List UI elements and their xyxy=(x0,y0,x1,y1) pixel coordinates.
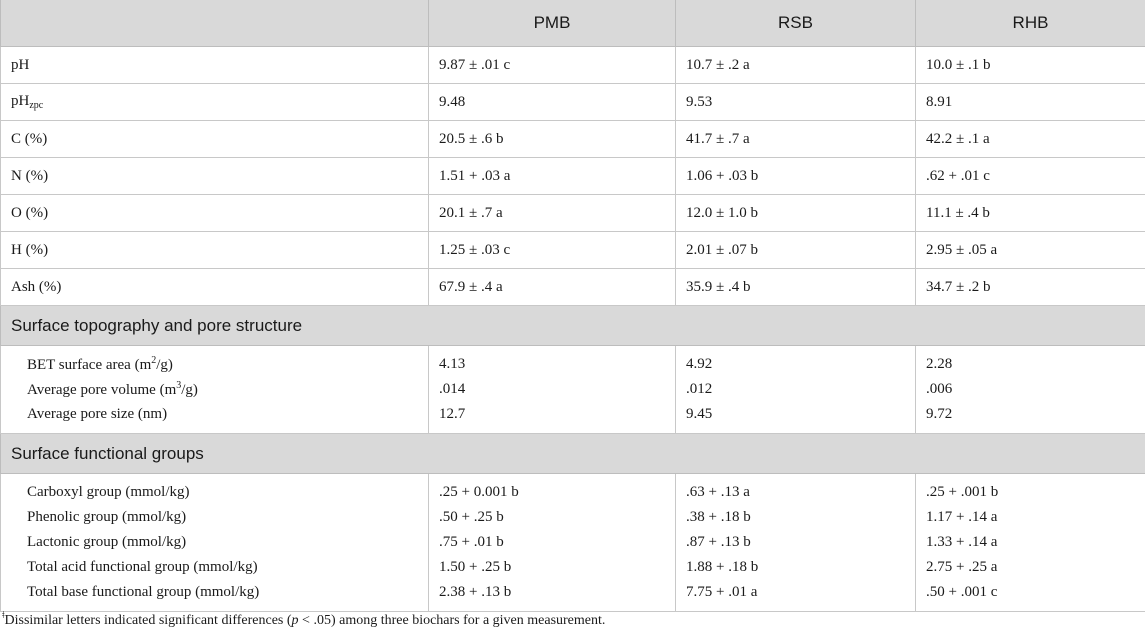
table-row xyxy=(1,232,1145,269)
value-cell: 2.75 + .25 a xyxy=(916,555,1145,580)
section-header-row xyxy=(1,306,1145,346)
table-row xyxy=(1,269,1145,306)
value-cell: 7.75 + .01 a xyxy=(676,580,916,612)
table-row xyxy=(1,121,1145,158)
row-label: O (%) xyxy=(11,205,48,221)
header-cell-rsb: RSB xyxy=(676,0,916,47)
value-cell: 11.1 ± .4 b xyxy=(916,195,1145,232)
header-cell-rhb: RHB xyxy=(916,0,1145,47)
table-row xyxy=(1,580,1145,612)
row-label-cell xyxy=(1,47,429,84)
value-cell: 8.91 xyxy=(916,84,1145,121)
value-cell: .50 + .001 c xyxy=(916,580,1145,612)
footnote-text-before: Dissimilar letters indicated significant differences ( xyxy=(5,613,292,628)
value-cell: 67.9 ± .4 a xyxy=(429,269,676,306)
value-cell: .006 xyxy=(916,377,1145,402)
row-label: H (%) xyxy=(11,242,48,258)
row-label-cell xyxy=(1,269,429,306)
value-cell: 34.7 ± .2 b xyxy=(916,269,1145,306)
header-cell-pmb: PMB xyxy=(429,0,676,47)
row-label: Total base functional group (mmol/kg) xyxy=(27,584,259,600)
table-row xyxy=(1,47,1145,84)
table-row xyxy=(1,505,1145,530)
value-cell: 9.48 xyxy=(429,84,676,121)
row-label-tail: /g) xyxy=(181,382,198,398)
section-title: Surface topography and pore structure xyxy=(1,306,1145,346)
value-cell: 1.33 + .14 a xyxy=(916,530,1145,555)
table-row xyxy=(1,377,1145,402)
row-label-tail: /g) xyxy=(156,357,173,373)
value-cell: 12.7 xyxy=(429,402,676,434)
row-label-cell xyxy=(1,158,429,195)
row-label: Carboxyl group (mmol/kg) xyxy=(27,484,189,500)
value-cell: .50 + .25 b xyxy=(429,505,676,530)
row-label: Ash (%) xyxy=(11,279,61,295)
row-label-cell xyxy=(1,377,429,402)
row-label: BET surface area (m xyxy=(27,357,151,373)
value-cell: 1.06 + .03 b xyxy=(676,158,916,195)
value-cell: 1.17 + .14 a xyxy=(916,505,1145,530)
value-cell: .63 + .13 a xyxy=(676,474,916,506)
value-cell: 12.0 ± 1.0 b xyxy=(676,195,916,232)
value-cell: 1.88 + .18 b xyxy=(676,555,916,580)
row-label-cell xyxy=(1,195,429,232)
value-cell: 9.45 xyxy=(676,402,916,434)
value-cell: 9.87 ± .01 c xyxy=(429,47,676,84)
row-label: Average pore volume (m xyxy=(27,382,176,398)
row-label-cell xyxy=(1,121,429,158)
value-cell: .87 + .13 b xyxy=(676,530,916,555)
row-label-cell xyxy=(1,555,429,580)
value-cell: 2.01 ± .07 b xyxy=(676,232,916,269)
table-row xyxy=(1,84,1145,121)
row-label-cell xyxy=(1,346,429,378)
row-label-subscript: zpc xyxy=(29,100,43,111)
value-cell: .62 + .01 c xyxy=(916,158,1145,195)
value-cell: 1.51 + .03 a xyxy=(429,158,676,195)
row-label-superscript: 3 xyxy=(176,380,181,391)
table-row xyxy=(1,195,1145,232)
row-label: Average pore size (nm) xyxy=(27,406,167,422)
row-label-superscript: 2 xyxy=(151,355,156,366)
value-cell: 4.92 xyxy=(676,346,916,378)
table-row xyxy=(1,402,1145,434)
row-label: Total acid functional group (mmol/kg) xyxy=(27,559,258,575)
table-row xyxy=(1,346,1145,378)
row-label-cell xyxy=(1,402,429,434)
section-title: Surface functional groups xyxy=(1,434,1145,474)
row-label-cell xyxy=(1,84,429,121)
value-cell: 10.7 ± .2 a xyxy=(676,47,916,84)
table-row xyxy=(1,474,1145,506)
value-cell: 2.28 xyxy=(916,346,1145,378)
header-cell-blank xyxy=(1,0,429,47)
footnote-italic: p xyxy=(292,613,299,628)
value-cell: .014 xyxy=(429,377,676,402)
row-label-cell xyxy=(1,505,429,530)
value-cell: .25 + .001 b xyxy=(916,474,1145,506)
row-label: C (%) xyxy=(11,131,47,147)
row-label-cell xyxy=(1,232,429,269)
value-cell: .012 xyxy=(676,377,916,402)
value-cell: 41.7 ± .7 a xyxy=(676,121,916,158)
value-cell: 35.9 ± .4 b xyxy=(676,269,916,306)
table-row xyxy=(1,530,1145,555)
value-cell: 2.38 + .13 b xyxy=(429,580,676,612)
value-cell: 42.2 ± .1 a xyxy=(916,121,1145,158)
value-cell: .25 + 0.001 b xyxy=(429,474,676,506)
value-cell: 9.53 xyxy=(676,84,916,121)
row-label: Phenolic group (mmol/kg) xyxy=(27,509,186,525)
row-label-cell xyxy=(1,580,429,612)
row-label: Lactonic group (mmol/kg) xyxy=(27,534,186,550)
footnote-text-after: < .05) among three biochars for a given measurement. xyxy=(299,613,606,628)
value-cell: 4.13 xyxy=(429,346,676,378)
row-label-cell xyxy=(1,530,429,555)
row-label: pH xyxy=(11,93,29,109)
value-cell: 9.72 xyxy=(916,402,1145,434)
table-row xyxy=(1,158,1145,195)
footnote-marker: ǂ xyxy=(2,610,5,621)
value-cell: .75 + .01 b xyxy=(429,530,676,555)
value-cell: 10.0 ± .1 b xyxy=(916,47,1145,84)
value-cell: 20.1 ± .7 a xyxy=(429,195,676,232)
row-label-cell xyxy=(1,474,429,506)
value-cell: 1.25 ± .03 c xyxy=(429,232,676,269)
header-row xyxy=(1,0,1145,47)
row-label: pH xyxy=(11,57,29,73)
value-cell: 1.50 + .25 b xyxy=(429,555,676,580)
value-cell: .38 + .18 b xyxy=(676,505,916,530)
row-label: N (%) xyxy=(11,168,48,184)
value-cell: 2.95 ± .05 a xyxy=(916,232,1145,269)
value-cell: 20.5 ± .6 b xyxy=(429,121,676,158)
section-header-row xyxy=(1,434,1145,474)
table-row xyxy=(1,555,1145,580)
footnote xyxy=(2,610,605,629)
